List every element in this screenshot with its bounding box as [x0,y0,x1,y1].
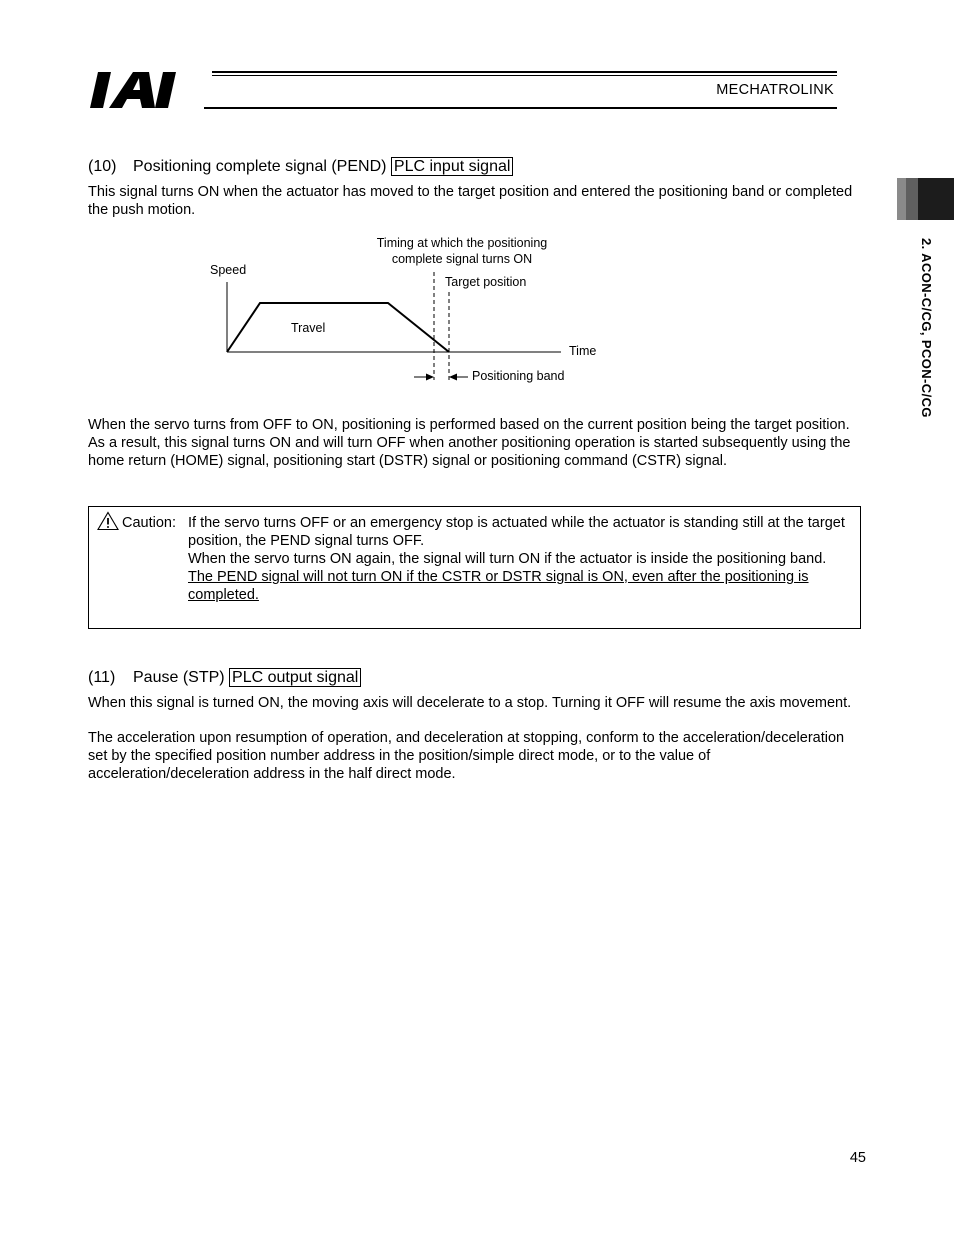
speed-axis-label: Speed [210,263,247,277]
travel-label: Travel [291,321,326,335]
header-rule-top [212,71,837,73]
section-10-tag: PLC input signal [391,157,514,176]
section-10-heading [88,157,513,177]
timing-label-line2: complete signal turns ON [391,252,533,266]
band-arrowhead-right [449,374,457,381]
header-rule-bottom [204,107,837,109]
section-11-para-2: The acceleration upon resumption of operation, and deceleration at stopping, conform to the acceleration/deceleration set by the specified position number address in the position/simple direct mode, or to the value of acceleration/deceleration address in the half direct mode. [88,730,845,782]
time-axis-label: Time [569,344,597,358]
caution-label: Caution: [122,515,177,531]
pend-timing-diagram [200,228,620,398]
section-11-para-1: When this signal is turned ON, the moving axis will decelerate to a stop. Turning it OFF will resume the axis movement. [88,695,852,711]
timing-label-line1: Timing at which the positioning [376,236,548,250]
side-tab-marker-mid [906,178,918,220]
page-number: 45 [849,1150,866,1166]
positioning-band-label: Positioning band [472,369,565,383]
section-10-number: (10) [88,158,117,175]
caution-line-2: When the servo turns ON again, the signal will turn ON if the actuator is inside the positioning band. [188,551,827,567]
warning-triangle-icon [97,511,119,531]
caution-line-3: The PEND signal will not turn ON if the CSTR or DSTR signal is ON, even after the positioning is completed. [188,569,809,603]
side-chapter-label: 2. ACON-C/CG, PCON-C/CG [919,238,934,418]
target-position-label: Target position [445,275,527,289]
caution-text [188,514,858,604]
caution-line-1: If the servo turns OFF or an emergency stop is actuated while the actuator is standing still at the target position, the PEND signal turns OFF. [188,515,845,549]
section-10-intro: This signal turns ON when the actuator has moved to the target position and entered the positioning band or completed the push motion. [88,184,853,218]
section-11-tag: PLC output signal [229,668,361,687]
speed-profile [227,303,449,352]
header-section-label: MECHATROLINK [716,82,834,98]
side-tab-marker-dark [918,178,954,220]
side-tab-marker-light [897,178,906,220]
section-10-title: Positioning complete signal (PEND) [133,158,387,175]
section-10-body: When the servo turns from OFF to ON, positioning is performed based on the current position being the target position. As a result, this signal turns ON and will turn OFF when another positioning operation is started subsequently using the home return (HOME) signal, positioning start (DSTR) signal or positioning command (CSTR) signal. [88,417,851,469]
iai-logo [89,70,204,110]
header-rule-top-thin [212,75,837,76]
section-11-title: Pause (STP) [133,669,225,686]
section-11-heading [88,668,361,688]
band-arrowhead-left [426,374,434,381]
section-11-number: (11) [88,669,116,686]
